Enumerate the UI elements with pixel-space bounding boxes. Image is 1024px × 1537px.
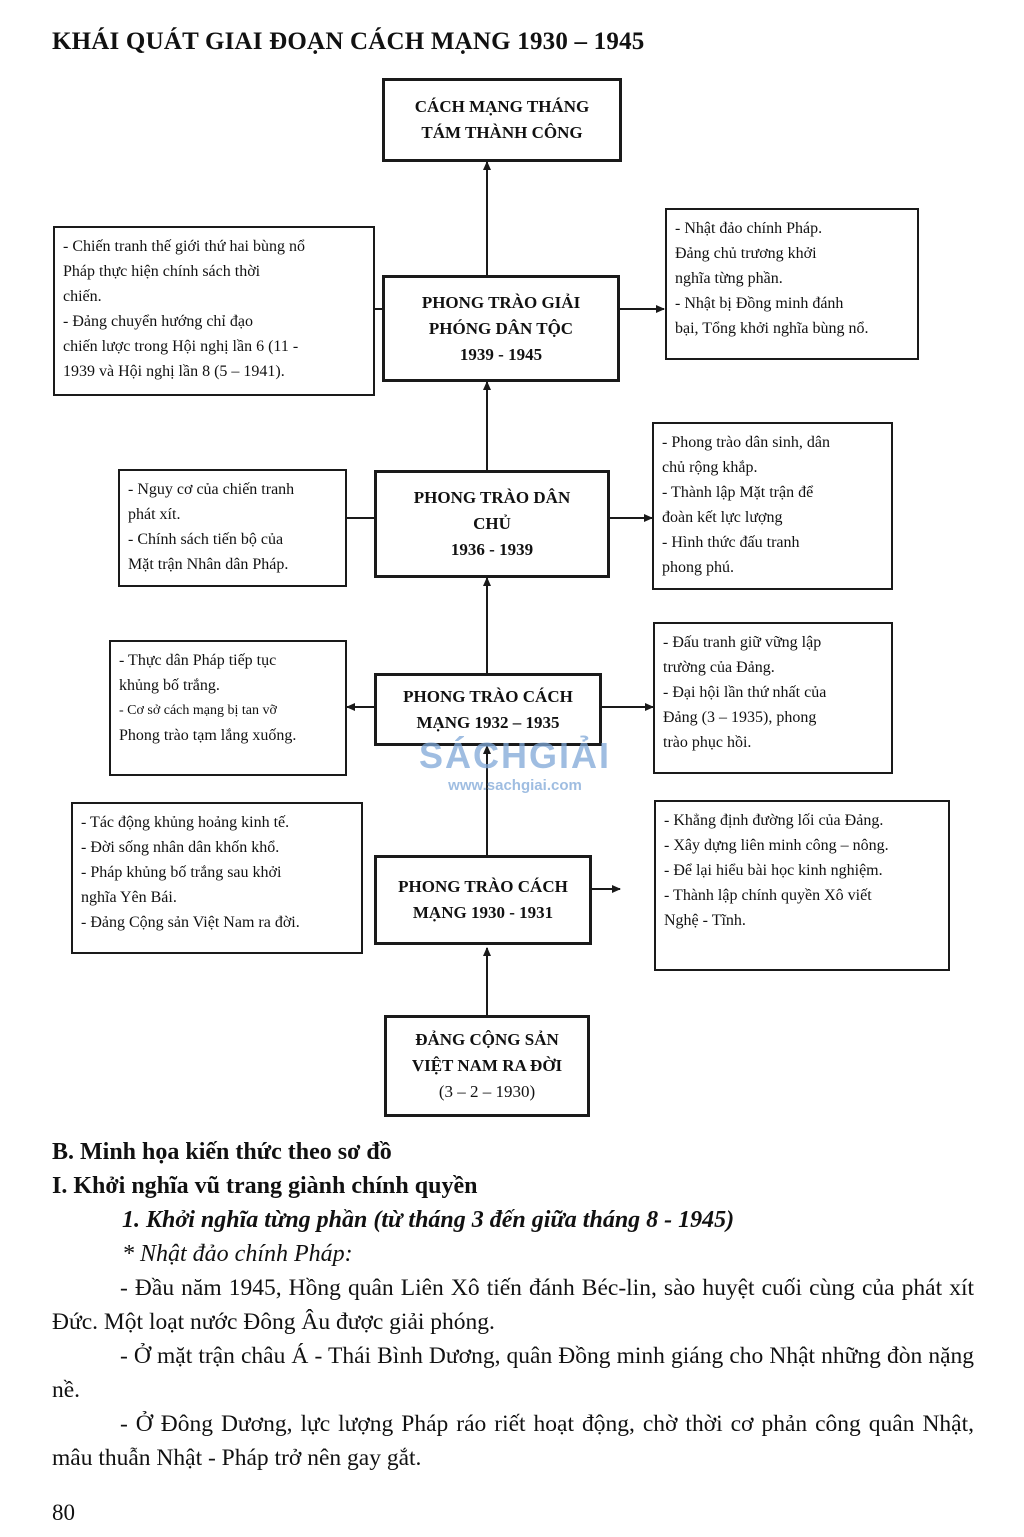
stage-1939-title: PHÓNG DÂN TỘC [428, 318, 574, 338]
results-1939-line: - Nhật bị Đồng minh đánh [675, 295, 844, 312]
box-cmt8 [382, 78, 622, 162]
subsection-star-heading: * Nhật đảo chính Pháp: [122, 1241, 353, 1267]
causes-1939-line: - Đảng chuyển hướng chỉ đạo [63, 313, 253, 330]
results-1936-line: đoàn kết lực lượng [662, 509, 783, 526]
stage-1930-title: MẠNG 1930 - 1931 [412, 903, 554, 922]
paragraph: - Đầu năm 1945, Hồng quân Liên Xô tiến đánh Béc-lin, sào huyệt cuối cùng của phát xít Đức. Một loạt nước Đông Âu được giải phóng. [52, 1275, 974, 1335]
results-1939-line: Đảng chủ trương khởi [675, 245, 817, 262]
box-1932-causes [109, 640, 347, 776]
results-1936-line: - Thành lập Mặt trận để [662, 484, 814, 501]
causes-1939-line: chiến lược trong Hội nghị lần 6 (11 - [63, 338, 299, 355]
stage-1932-title: PHONG TRÀO CÁCH [403, 686, 573, 706]
box-1930-1931 [374, 855, 592, 945]
causes-1930-line: - Pháp khủng bố trắng sau khởi [81, 864, 282, 881]
results-1932-line: trường của Đảng. [663, 659, 775, 676]
stage-1939-years: 1939 - 1945 [459, 344, 543, 364]
causes-1932-line: - Thực dân Pháp tiếp tục [119, 652, 277, 669]
box-1939-1945 [382, 275, 620, 382]
box-1936-results [652, 422, 893, 590]
causes-1936-line: - Chính sách tiến bộ của [128, 531, 284, 548]
box-dang-line-1: ĐẢNG CỘNG SẢN [415, 1030, 559, 1049]
watermark-url: www.sachgiai.com [448, 777, 582, 794]
stage-1932-title: MẠNG 1932 – 1935 [416, 712, 560, 732]
causes-1939-line: 1939 và Hội nghị lần 8 (5 – 1941). [63, 363, 285, 380]
stage-1930-title: PHONG TRÀO CÁCH [398, 877, 568, 896]
box-dang-line-3: (3 – 2 – 1930) [438, 1082, 536, 1101]
results-1930-line: - Để lại hiểu bài học kinh nghiệm. [664, 862, 883, 879]
results-1936-line: phong phú. [662, 559, 734, 576]
results-1930-line: - Xây dựng liên minh công – nông. [664, 837, 889, 854]
stage-1936-title: CHỦ [473, 514, 511, 533]
paragraph: - Ở mặt trận châu Á - Thái Bình Dương, quân Đồng minh giáng cho Nhật những đòn nặng nề. [52, 1343, 974, 1403]
causes-1930-line: - Đảng Cộng sản Việt Nam ra đời. [81, 914, 300, 931]
results-1939-line: - Nhật đảo chính Pháp. [675, 220, 823, 237]
box-1936-1939 [374, 470, 610, 578]
box-cmt8-line-2: TÁM THÀNH CÔNG [421, 123, 583, 142]
watermark [410, 736, 620, 796]
box-1930-results [654, 800, 950, 971]
paragraph: - Ở Đông Dương, lực lượng Pháp ráo riết hoạt động, chờ thời cơ phản công quân Nhật, mâu thuẫn Nhật - Pháp trở nên gay gắt. [52, 1411, 974, 1471]
causes-1936-line: Mặt trận Nhân dân Pháp. [128, 556, 289, 573]
body-text [52, 1135, 974, 1475]
page-title: KHÁI QUÁT GIAI ĐOẠN CÁCH MẠNG 1930 – 1945 [52, 28, 645, 55]
results-1932-line: - Đấu tranh giữ vững lập [663, 634, 822, 651]
results-1936-line: - Phong trào dân sinh, dân [662, 434, 830, 451]
causes-1936-line: - Nguy cơ của chiến tranh [128, 481, 295, 498]
subsection-1-heading: 1. Khởi nghĩa từng phần (từ tháng 3 đến giữa tháng 8 - 1945) [122, 1207, 735, 1233]
page-number: 80 [52, 1500, 75, 1525]
causes-1939-line: Pháp thực hiện chính sách thời [63, 263, 261, 280]
results-1932-line: Đảng (3 – 1935), phong [663, 709, 817, 726]
results-1930-line: - Khẳng định đường lối của Đảng. [664, 812, 884, 829]
box-dang-line-2: VIỆT NAM RA ĐỜI [411, 1056, 563, 1075]
causes-1930-line: - Đời sống nhân dân khốn khổ. [81, 839, 280, 856]
results-1936-line: - Hình thức đấu tranh [662, 534, 800, 551]
causes-1932-line: khủng bố trắng. [119, 677, 220, 694]
results-1932-line: - Đại hội lần thứ nhất của [663, 684, 827, 701]
box-cmt8-line-1: CÁCH MẠNG THÁNG [414, 97, 590, 116]
box-1930-causes [71, 802, 363, 954]
stage-1939-title: PHONG TRÀO GIẢI [421, 292, 581, 312]
box-dang-ra-doi [384, 1015, 590, 1117]
section-b-heading: B. Minh họa kiến thức theo sơ đồ [52, 1139, 392, 1165]
causes-1939-line: - Chiến tranh thế giới thứ hai bùng nổ [63, 238, 305, 255]
results-1930-line: - Thành lập chính quyền Xô viết [664, 887, 872, 904]
box-1932-results [653, 622, 893, 774]
causes-1936-line: phát xít. [128, 506, 181, 523]
box-1936-causes [118, 469, 347, 587]
results-1930-line: Nghệ - Tĩnh. [664, 912, 746, 929]
causes-1932-line: - Cơ sở cách mạng bị tan vỡ [119, 703, 277, 718]
causes-1930-line: - Tác động khủng hoảng kinh tế. [81, 814, 290, 831]
section-i-heading: I. Khởi nghĩa vũ trang giành chính quyền [52, 1173, 478, 1199]
results-1936-line: chủ rộng khắp. [662, 459, 758, 476]
causes-1930-line: nghĩa Yên Bái. [81, 889, 177, 906]
results-1932-line: trào phục hồi. [663, 734, 752, 751]
watermark-brand: SÁCHGIẢI [418, 735, 611, 776]
results-1939-line: bại, Tổng khởi nghĩa bùng nổ. [675, 320, 869, 337]
causes-1932-line: Phong trào tạm lắng xuống. [119, 727, 297, 744]
results-1939-line: nghĩa từng phần. [675, 270, 783, 287]
box-1939-causes [53, 226, 375, 396]
stage-1936-years: 1936 - 1939 [450, 540, 534, 559]
box-1939-results [665, 208, 919, 360]
causes-1939-line: chiến. [63, 288, 102, 305]
stage-1936-title: PHONG TRÀO DÂN [413, 488, 571, 507]
